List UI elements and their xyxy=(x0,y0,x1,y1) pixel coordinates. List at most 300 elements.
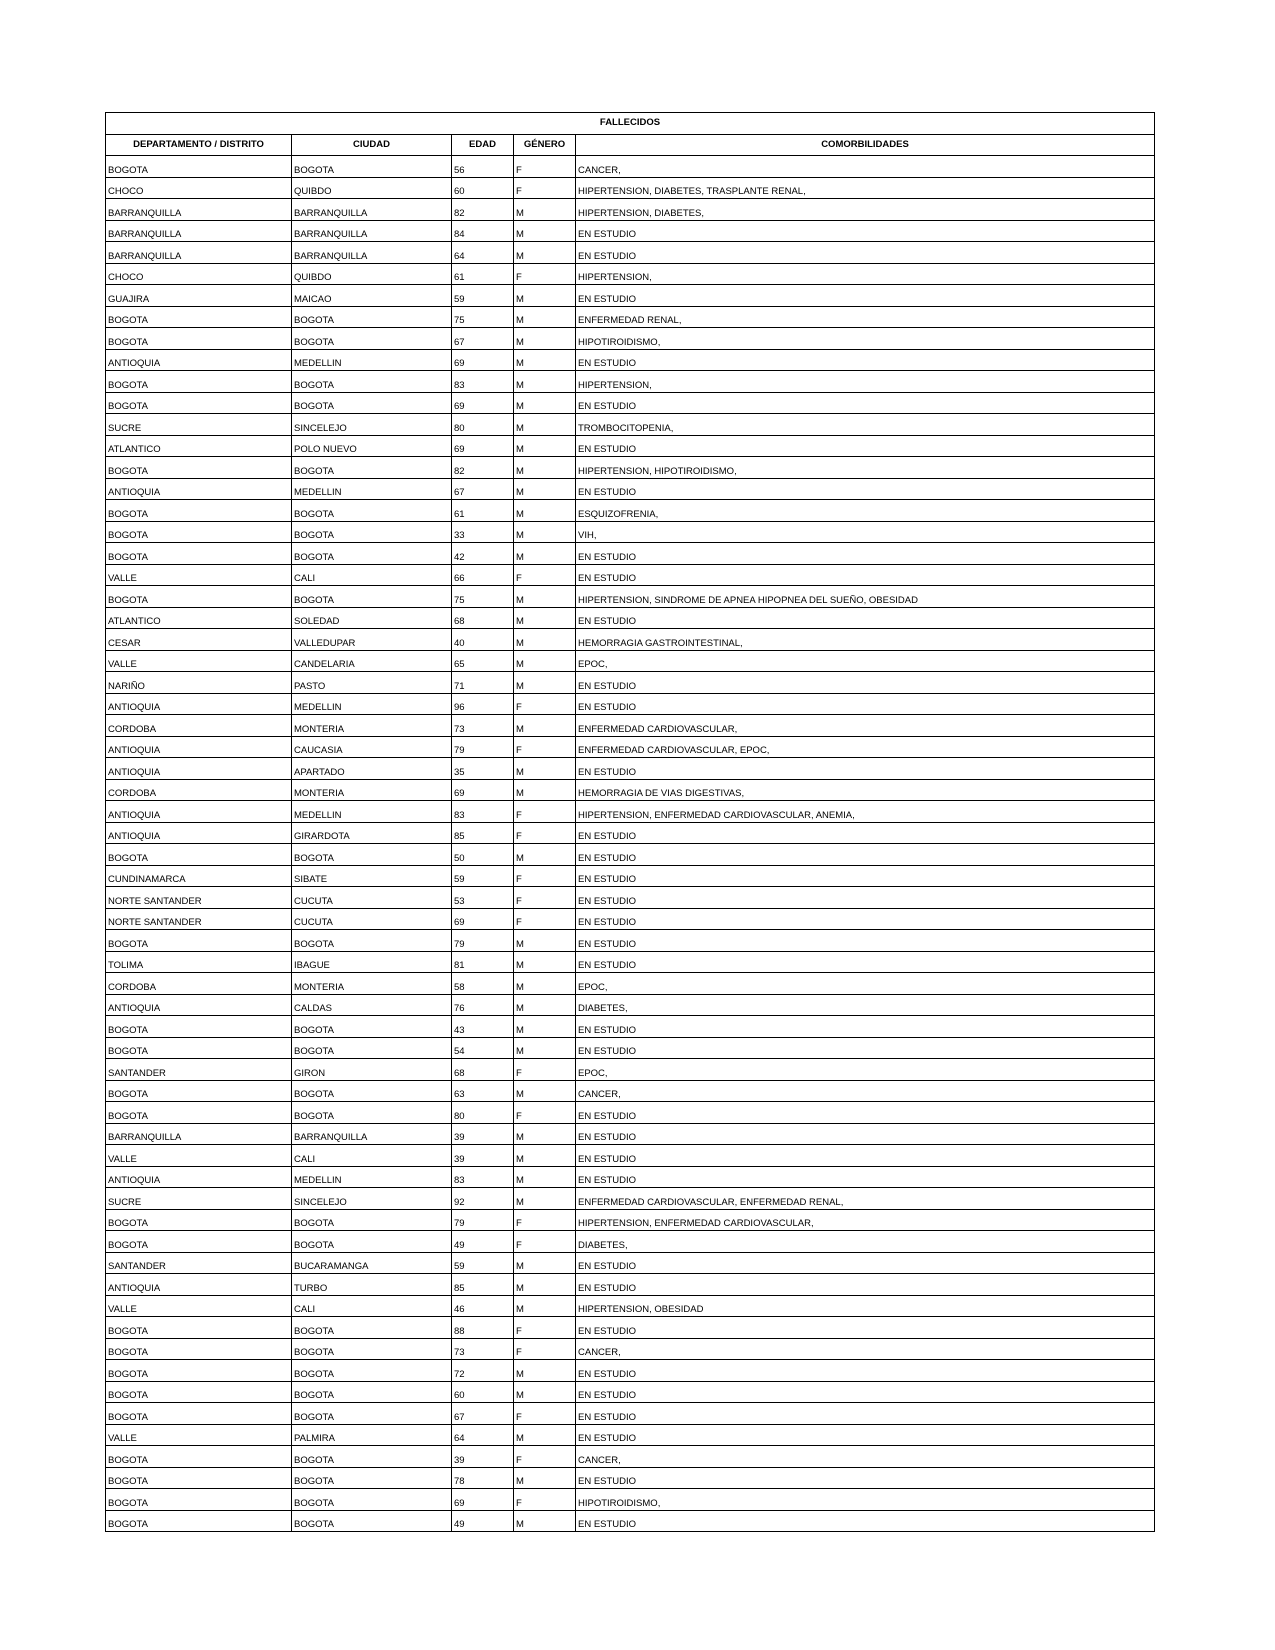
cell-genero: F xyxy=(514,1338,576,1360)
cell-comorbilidades: EN ESTUDIO xyxy=(576,930,1155,952)
cell-genero: M xyxy=(514,1145,576,1167)
cell-comorbilidades: HIPOTIROIDISMO, xyxy=(576,1489,1155,1511)
cell-comorbilidades: DIABETES, xyxy=(576,1231,1155,1253)
cell-ciudad: CALI xyxy=(292,564,452,586)
table-row xyxy=(106,1188,1155,1210)
table-row xyxy=(106,1059,1155,1081)
cell-departamento: BOGOTA xyxy=(106,1446,292,1468)
table-row xyxy=(106,973,1155,995)
cell-departamento: ANTIOQUIA xyxy=(106,994,292,1016)
cell-departamento: VALLE xyxy=(106,1145,292,1167)
cell-genero: M xyxy=(514,1188,576,1210)
cell-comorbilidades: EN ESTUDIO xyxy=(576,1252,1155,1274)
cell-edad: 39 xyxy=(452,1145,514,1167)
cell-ciudad: SOLEDAD xyxy=(292,607,452,629)
cell-edad: 76 xyxy=(452,994,514,1016)
cell-edad: 33 xyxy=(452,521,514,543)
table-row xyxy=(106,1338,1155,1360)
cell-genero: F xyxy=(514,263,576,285)
cell-edad: 72 xyxy=(452,1360,514,1382)
cell-genero: F xyxy=(514,1489,576,1511)
cell-ciudad: BOGOTA xyxy=(292,371,452,393)
table-row xyxy=(106,1145,1155,1167)
cell-comorbilidades: CANCER, xyxy=(576,1446,1155,1468)
cell-genero: M xyxy=(514,1123,576,1145)
cell-departamento: ANTIOQUIA xyxy=(106,693,292,715)
cell-departamento: SUCRE xyxy=(106,414,292,436)
cell-departamento: CORDOBA xyxy=(106,973,292,995)
cell-departamento: BOGOTA xyxy=(106,586,292,608)
table-row xyxy=(106,930,1155,952)
table-row xyxy=(106,650,1155,672)
cell-departamento: BOGOTA xyxy=(106,1510,292,1532)
cell-edad: 85 xyxy=(452,822,514,844)
cell-genero: F xyxy=(514,156,576,178)
cell-ciudad: BOGOTA xyxy=(292,457,452,479)
table-row xyxy=(106,220,1155,242)
cell-ciudad: BARRANQUILLA xyxy=(292,220,452,242)
cell-departamento: BOGOTA xyxy=(106,844,292,866)
cell-edad: 42 xyxy=(452,543,514,565)
cell-edad: 49 xyxy=(452,1231,514,1253)
cell-comorbilidades: HEMORRAGIA GASTROINTESTINAL, xyxy=(576,629,1155,651)
table-row xyxy=(106,392,1155,414)
cell-genero: M xyxy=(514,586,576,608)
cell-ciudad: BOGOTA xyxy=(292,1381,452,1403)
cell-genero: M xyxy=(514,650,576,672)
cell-departamento: BOGOTA xyxy=(106,930,292,952)
cell-edad: 68 xyxy=(452,1059,514,1081)
cell-genero: F xyxy=(514,564,576,586)
cell-genero: M xyxy=(514,1510,576,1532)
cell-edad: 80 xyxy=(452,414,514,436)
cell-genero: F xyxy=(514,822,576,844)
cell-genero: F xyxy=(514,1102,576,1124)
table-row xyxy=(106,328,1155,350)
table-row xyxy=(106,1360,1155,1382)
cell-genero: M xyxy=(514,478,576,500)
table-row xyxy=(106,1446,1155,1468)
cell-ciudad: BOGOTA xyxy=(292,930,452,952)
cell-ciudad: BOGOTA xyxy=(292,1489,452,1511)
cell-genero: M xyxy=(514,285,576,307)
cell-comorbilidades: HIPERTENSION, HIPOTIROIDISMO, xyxy=(576,457,1155,479)
cell-edad: 71 xyxy=(452,672,514,694)
cell-ciudad: SINCELEJO xyxy=(292,414,452,436)
cell-departamento: BOGOTA xyxy=(106,1209,292,1231)
cell-ciudad: MEDELLIN xyxy=(292,1166,452,1188)
table-row xyxy=(106,263,1155,285)
cell-ciudad: BOGOTA xyxy=(292,1317,452,1339)
cell-edad: 69 xyxy=(452,908,514,930)
cell-genero: M xyxy=(514,844,576,866)
cell-ciudad: BOGOTA xyxy=(292,1231,452,1253)
table-row xyxy=(106,435,1155,457)
cell-genero: F xyxy=(514,801,576,823)
cell-genero: M xyxy=(514,220,576,242)
cell-genero: M xyxy=(514,1274,576,1296)
cell-comorbilidades: ENFERMEDAD CARDIOVASCULAR, xyxy=(576,715,1155,737)
cell-ciudad: CAUCASIA xyxy=(292,736,452,758)
cell-edad: 69 xyxy=(452,435,514,457)
cell-departamento: BOGOTA xyxy=(106,521,292,543)
table-row xyxy=(106,672,1155,694)
cell-ciudad: GIRON xyxy=(292,1059,452,1081)
cell-departamento: NORTE SANTANDER xyxy=(106,887,292,909)
cell-comorbilidades: HIPERTENSION, DIABETES, xyxy=(576,199,1155,221)
cell-genero: M xyxy=(514,543,576,565)
table-row xyxy=(106,1209,1155,1231)
table-row xyxy=(106,521,1155,543)
table-row xyxy=(106,865,1155,887)
cell-genero: F xyxy=(514,177,576,199)
cell-departamento: ANTIOQUIA xyxy=(106,822,292,844)
cell-genero: M xyxy=(514,973,576,995)
cell-departamento: ANTIOQUIA xyxy=(106,349,292,371)
table-row xyxy=(106,586,1155,608)
cell-edad: 64 xyxy=(452,1424,514,1446)
cell-edad: 54 xyxy=(452,1037,514,1059)
table-row xyxy=(106,1317,1155,1339)
cell-comorbilidades: EN ESTUDIO xyxy=(576,564,1155,586)
cell-genero: F xyxy=(514,1231,576,1253)
cell-ciudad: BOGOTA xyxy=(292,1338,452,1360)
cell-departamento: CORDOBA xyxy=(106,779,292,801)
cell-departamento: BARRANQUILLA xyxy=(106,220,292,242)
cell-ciudad: BOGOTA xyxy=(292,543,452,565)
cell-ciudad: BOGOTA xyxy=(292,1467,452,1489)
table-row xyxy=(106,199,1155,221)
cell-departamento: ATLANTICO xyxy=(106,607,292,629)
cell-comorbilidades: HIPERTENSION, DIABETES, TRASPLANTE RENAL, xyxy=(576,177,1155,199)
cell-comorbilidades: EPOC, xyxy=(576,973,1155,995)
cell-ciudad: PALMIRA xyxy=(292,1424,452,1446)
cell-edad: 69 xyxy=(452,349,514,371)
table-row xyxy=(106,1231,1155,1253)
cell-edad: 53 xyxy=(452,887,514,909)
cell-ciudad: VALLEDUPAR xyxy=(292,629,452,651)
cell-departamento: ANTIOQUIA xyxy=(106,736,292,758)
cell-ciudad: QUIBDO xyxy=(292,177,452,199)
cell-comorbilidades: EN ESTUDIO xyxy=(576,1166,1155,1188)
cell-edad: 75 xyxy=(452,306,514,328)
cell-departamento: SANTANDER xyxy=(106,1059,292,1081)
cell-genero: M xyxy=(514,1360,576,1382)
table-row xyxy=(106,371,1155,393)
cell-edad: 49 xyxy=(452,1510,514,1532)
cell-ciudad: BOGOTA xyxy=(292,586,452,608)
table-row xyxy=(106,758,1155,780)
cell-ciudad: BARRANQUILLA xyxy=(292,1123,452,1145)
cell-ciudad: BOGOTA xyxy=(292,328,452,350)
cell-ciudad: CALDAS xyxy=(292,994,452,1016)
cell-comorbilidades: HIPERTENSION, ENFERMEDAD CARDIOVASCULAR, xyxy=(576,1209,1155,1231)
cell-edad: 83 xyxy=(452,371,514,393)
cell-departamento: BOGOTA xyxy=(106,1037,292,1059)
table-row xyxy=(106,779,1155,801)
column-header-departamento: DEPARTAMENTO / DISTRITO xyxy=(106,134,292,156)
cell-comorbilidades: HIPERTENSION, xyxy=(576,263,1155,285)
column-header-genero: GÉNERO xyxy=(514,134,576,156)
cell-comorbilidades: DIABETES, xyxy=(576,994,1155,1016)
table-row xyxy=(106,564,1155,586)
table-row xyxy=(106,1510,1155,1532)
cell-genero: M xyxy=(514,994,576,1016)
cell-genero: M xyxy=(514,199,576,221)
cell-comorbilidades: ENFERMEDAD CARDIOVASCULAR, EPOC, xyxy=(576,736,1155,758)
cell-ciudad: MONTERIA xyxy=(292,973,452,995)
cell-edad: 79 xyxy=(452,736,514,758)
cell-genero: M xyxy=(514,1424,576,1446)
cell-genero: F xyxy=(514,693,576,715)
cell-ciudad: BOGOTA xyxy=(292,392,452,414)
cell-comorbilidades: TROMBOCITOPENIA, xyxy=(576,414,1155,436)
cell-departamento: BOGOTA xyxy=(106,1102,292,1124)
cell-ciudad: BOGOTA xyxy=(292,1037,452,1059)
cell-comorbilidades: EN ESTUDIO xyxy=(576,908,1155,930)
cell-ciudad: SIBATE xyxy=(292,865,452,887)
cell-comorbilidades: EN ESTUDIO xyxy=(576,672,1155,694)
cell-departamento: ANTIOQUIA xyxy=(106,478,292,500)
cell-edad: 61 xyxy=(452,500,514,522)
cell-comorbilidades: VIH, xyxy=(576,521,1155,543)
cell-ciudad: CUCUTA xyxy=(292,908,452,930)
cell-ciudad: BOGOTA xyxy=(292,306,452,328)
cell-comorbilidades: EN ESTUDIO xyxy=(576,349,1155,371)
cell-edad: 68 xyxy=(452,607,514,629)
cell-edad: 80 xyxy=(452,1102,514,1124)
cell-genero: M xyxy=(514,758,576,780)
cell-comorbilidades: EPOC, xyxy=(576,650,1155,672)
cell-genero: M xyxy=(514,629,576,651)
cell-edad: 60 xyxy=(452,1381,514,1403)
cell-comorbilidades: EN ESTUDIO xyxy=(576,285,1155,307)
cell-genero: F xyxy=(514,1059,576,1081)
cell-ciudad: BUCARAMANGA xyxy=(292,1252,452,1274)
table-row xyxy=(106,306,1155,328)
cell-edad: 60 xyxy=(452,177,514,199)
cell-genero: F xyxy=(514,1446,576,1468)
column-header-ciudad: CIUDAD xyxy=(292,134,452,156)
table-row xyxy=(106,1166,1155,1188)
cell-departamento: BOGOTA xyxy=(106,1467,292,1489)
cell-comorbilidades: EN ESTUDIO xyxy=(576,844,1155,866)
cell-departamento: ANTIOQUIA xyxy=(106,758,292,780)
cell-genero: M xyxy=(514,672,576,694)
deaths-table xyxy=(105,112,1155,1532)
cell-edad: 35 xyxy=(452,758,514,780)
cell-genero: F xyxy=(514,736,576,758)
cell-ciudad: MONTERIA xyxy=(292,779,452,801)
table-row xyxy=(106,285,1155,307)
table-row xyxy=(106,1274,1155,1296)
cell-ciudad: BOGOTA xyxy=(292,844,452,866)
cell-edad: 81 xyxy=(452,951,514,973)
table-title-row xyxy=(106,113,1155,135)
cell-ciudad: QUIBDO xyxy=(292,263,452,285)
cell-departamento: NARIÑO xyxy=(106,672,292,694)
cell-edad: 61 xyxy=(452,263,514,285)
table-row xyxy=(106,607,1155,629)
cell-departamento: BOGOTA xyxy=(106,500,292,522)
cell-edad: 63 xyxy=(452,1080,514,1102)
cell-ciudad: CALI xyxy=(292,1145,452,1167)
cell-edad: 73 xyxy=(452,715,514,737)
cell-ciudad: BOGOTA xyxy=(292,1016,452,1038)
cell-comorbilidades: CANCER, xyxy=(576,1338,1155,1360)
cell-genero: M xyxy=(514,1252,576,1274)
cell-genero: M xyxy=(514,242,576,264)
cell-departamento: BOGOTA xyxy=(106,1231,292,1253)
cell-edad: 82 xyxy=(452,199,514,221)
cell-genero: M xyxy=(514,715,576,737)
cell-comorbilidades: EN ESTUDIO xyxy=(576,693,1155,715)
cell-departamento: CUNDINAMARCA xyxy=(106,865,292,887)
cell-departamento: BOGOTA xyxy=(106,1016,292,1038)
cell-ciudad: TURBO xyxy=(292,1274,452,1296)
cell-edad: 66 xyxy=(452,564,514,586)
cell-genero: F xyxy=(514,865,576,887)
cell-ciudad: CANDELARIA xyxy=(292,650,452,672)
cell-ciudad: MEDELLIN xyxy=(292,349,452,371)
cell-departamento: BOGOTA xyxy=(106,1360,292,1382)
cell-comorbilidades: HIPOTIROIDISMO, xyxy=(576,328,1155,350)
cell-edad: 85 xyxy=(452,1274,514,1296)
cell-edad: 78 xyxy=(452,1467,514,1489)
cell-comorbilidades: HEMORRAGIA DE VIAS DIGESTIVAS, xyxy=(576,779,1155,801)
cell-ciudad: MONTERIA xyxy=(292,715,452,737)
cell-genero: M xyxy=(514,349,576,371)
cell-comorbilidades: EPOC, xyxy=(576,1059,1155,1081)
table-row xyxy=(106,715,1155,737)
table-row xyxy=(106,1403,1155,1425)
cell-departamento: CORDOBA xyxy=(106,715,292,737)
cell-departamento: CESAR xyxy=(106,629,292,651)
table-row xyxy=(106,177,1155,199)
cell-genero: M xyxy=(514,500,576,522)
cell-comorbilidades: EN ESTUDIO xyxy=(576,1016,1155,1038)
table-row xyxy=(106,1381,1155,1403)
cell-comorbilidades: EN ESTUDIO xyxy=(576,1317,1155,1339)
cell-departamento: BOGOTA xyxy=(106,1080,292,1102)
table-title: FALLECIDOS xyxy=(106,113,1155,135)
cell-departamento: VALLE xyxy=(106,1295,292,1317)
cell-genero: F xyxy=(514,908,576,930)
cell-ciudad: GIRARDOTA xyxy=(292,822,452,844)
table-row xyxy=(106,414,1155,436)
cell-edad: 58 xyxy=(452,973,514,995)
cell-departamento: ANTIOQUIA xyxy=(106,1166,292,1188)
cell-comorbilidades: EN ESTUDIO xyxy=(576,887,1155,909)
cell-edad: 56 xyxy=(452,156,514,178)
cell-genero: M xyxy=(514,1295,576,1317)
cell-genero: M xyxy=(514,328,576,350)
cell-edad: 67 xyxy=(452,1403,514,1425)
cell-ciudad: BOGOTA xyxy=(292,1403,452,1425)
cell-genero: M xyxy=(514,457,576,479)
table-row xyxy=(106,1295,1155,1317)
cell-genero: M xyxy=(514,435,576,457)
cell-ciudad: APARTADO xyxy=(292,758,452,780)
cell-comorbilidades: EN ESTUDIO xyxy=(576,392,1155,414)
cell-comorbilidades: EN ESTUDIO xyxy=(576,951,1155,973)
cell-genero: M xyxy=(514,414,576,436)
cell-departamento: NORTE SANTANDER xyxy=(106,908,292,930)
cell-departamento: BOGOTA xyxy=(106,371,292,393)
cell-departamento: VALLE xyxy=(106,650,292,672)
table-row xyxy=(106,951,1155,973)
cell-comorbilidades: EN ESTUDIO xyxy=(576,865,1155,887)
cell-departamento: BOGOTA xyxy=(106,1317,292,1339)
cell-edad: 69 xyxy=(452,1489,514,1511)
cell-ciudad: BOGOTA xyxy=(292,1209,452,1231)
table-row xyxy=(106,994,1155,1016)
cell-ciudad: BOGOTA xyxy=(292,1360,452,1382)
cell-comorbilidades: HIPERTENSION, ENFERMEDAD CARDIOVASCULAR, ANEMIA, xyxy=(576,801,1155,823)
table-row xyxy=(106,629,1155,651)
cell-genero: M xyxy=(514,521,576,543)
cell-departamento: GUAJIRA xyxy=(106,285,292,307)
table-header-row xyxy=(106,134,1155,156)
cell-departamento: ATLANTICO xyxy=(106,435,292,457)
cell-edad: 79 xyxy=(452,1209,514,1231)
cell-departamento: BOGOTA xyxy=(106,1381,292,1403)
table-row xyxy=(106,801,1155,823)
cell-ciudad: BARRANQUILLA xyxy=(292,242,452,264)
cell-comorbilidades: EN ESTUDIO xyxy=(576,435,1155,457)
cell-ciudad: BOGOTA xyxy=(292,500,452,522)
table-row xyxy=(106,1080,1155,1102)
cell-departamento: SANTANDER xyxy=(106,1252,292,1274)
cell-genero: M xyxy=(514,371,576,393)
cell-comorbilidades: CANCER, xyxy=(576,156,1155,178)
cell-comorbilidades: EN ESTUDIO xyxy=(576,758,1155,780)
cell-edad: 83 xyxy=(452,801,514,823)
cell-comorbilidades: EN ESTUDIO xyxy=(576,1123,1155,1145)
cell-ciudad: MAICAO xyxy=(292,285,452,307)
cell-edad: 69 xyxy=(452,392,514,414)
cell-departamento: BARRANQUILLA xyxy=(106,242,292,264)
cell-ciudad: BOGOTA xyxy=(292,521,452,543)
column-header-edad: EDAD xyxy=(452,134,514,156)
cell-comorbilidades: EN ESTUDIO xyxy=(576,242,1155,264)
cell-edad: 82 xyxy=(452,457,514,479)
cell-genero: M xyxy=(514,1016,576,1038)
cell-genero: M xyxy=(514,1037,576,1059)
table-row xyxy=(106,908,1155,930)
cell-departamento: BOGOTA xyxy=(106,306,292,328)
cell-comorbilidades: EN ESTUDIO xyxy=(576,1467,1155,1489)
table-row xyxy=(106,1489,1155,1511)
cell-departamento: CHOCO xyxy=(106,263,292,285)
cell-comorbilidades: EN ESTUDIO xyxy=(576,1381,1155,1403)
cell-departamento: BOGOTA xyxy=(106,328,292,350)
cell-edad: 40 xyxy=(452,629,514,651)
cell-departamento: BOGOTA xyxy=(106,1338,292,1360)
cell-ciudad: SINCELEJO xyxy=(292,1188,452,1210)
cell-edad: 88 xyxy=(452,1317,514,1339)
cell-ciudad: PASTO xyxy=(292,672,452,694)
cell-comorbilidades: EN ESTUDIO xyxy=(576,1360,1155,1382)
cell-genero: M xyxy=(514,1467,576,1489)
cell-edad: 92 xyxy=(452,1188,514,1210)
cell-edad: 73 xyxy=(452,1338,514,1360)
table-row xyxy=(106,844,1155,866)
cell-departamento: SUCRE xyxy=(106,1188,292,1210)
table-row xyxy=(106,242,1155,264)
cell-genero: F xyxy=(514,1209,576,1231)
table-row xyxy=(106,736,1155,758)
